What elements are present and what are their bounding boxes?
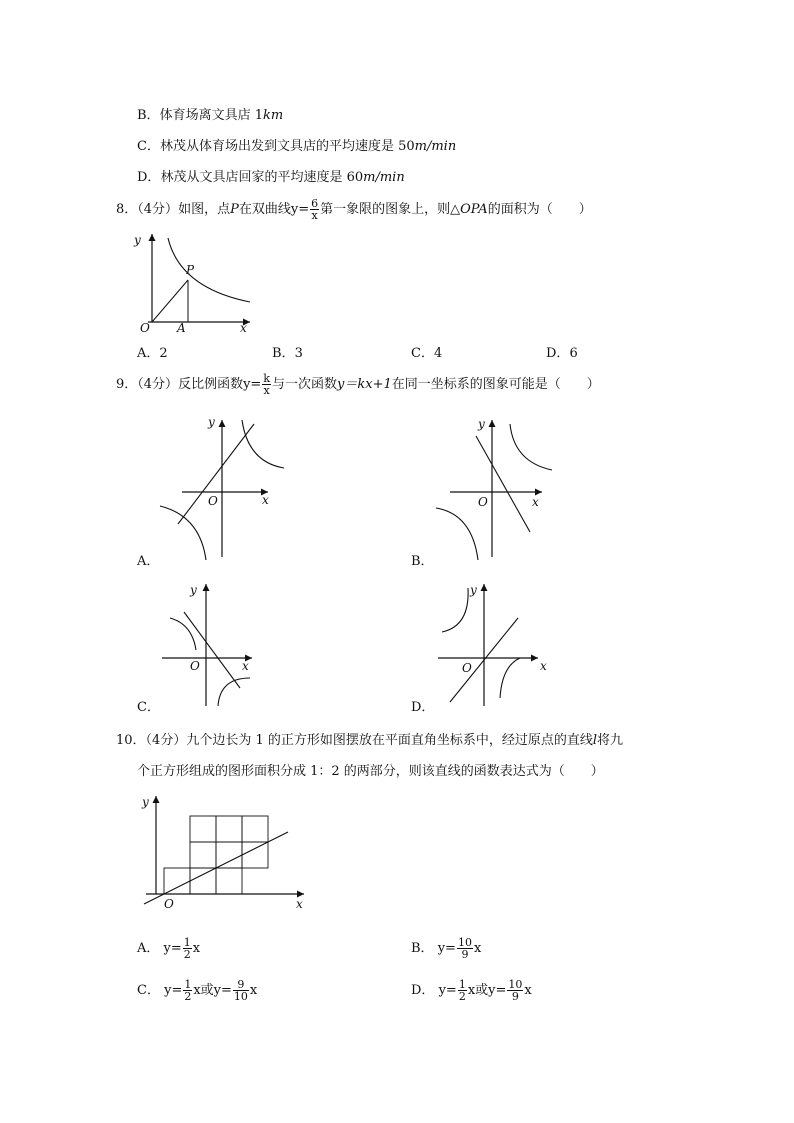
q8-option-a: A．2	[137, 346, 168, 361]
svg-text:O: O	[208, 494, 218, 508]
svg-text:x: x	[532, 495, 539, 509]
svg-text:y: y	[208, 415, 215, 429]
q8-option-c: C．4	[411, 346, 443, 361]
q8-label-p: P	[186, 263, 195, 277]
q10-option-b: B． y= $\frac{10}{9}$ x	[411, 936, 482, 961]
q8-segment-op	[152, 280, 188, 322]
q7-option-c: C．林茂从体育场出发到文具店的平均速度是 50m/min	[137, 139, 457, 154]
q8-label-a: A	[177, 321, 186, 335]
q9-graph-a	[150, 412, 290, 562]
q8-figure	[128, 228, 258, 336]
svg-text:O: O	[478, 495, 488, 509]
q9-option-d: D．	[411, 700, 435, 715]
q8-option-b: B．3	[272, 346, 303, 361]
svg-text:O: O	[462, 661, 472, 675]
svg-text:y: y	[142, 795, 149, 809]
svg-text:O: O	[190, 659, 200, 673]
q10-option-c: C． y= $\frac{1}{2}$ x或y= $\frac{9}{10}$ x	[137, 978, 258, 1003]
q9-graph-d	[434, 578, 554, 708]
q10-figure	[140, 790, 310, 915]
q8-label-o: O	[140, 321, 150, 335]
q9-option-a: A．	[137, 554, 160, 569]
q10-stem-line1: 10．（4分）九个边长为 1 的正方形如图摆放在平面直角坐标系中，经过原点的直线l将九	[116, 733, 624, 748]
q8-hyperbola	[168, 238, 250, 302]
q9-option-c: C．	[137, 700, 160, 715]
svg-text:x: x	[540, 659, 547, 673]
q9-fraction: $\frac{k}{x}$	[263, 372, 270, 397]
q10-stem-line2: 个正方形组成的图形面积分成 1：2 的两部分，则该直线的函数表达式为（ ）	[137, 764, 604, 779]
svg-text:x: x	[296, 897, 303, 911]
svg-text:y: y	[478, 417, 485, 431]
q10-option-a: A． y= $\frac{1}{2}$ x	[137, 936, 201, 961]
q10-squares	[164, 816, 268, 894]
svg-text:y: y	[190, 583, 197, 597]
q8-stem: 8．（4分）如图，点P在双曲线y= $\frac{6}{x}$ 第一象限的图象上，则△OPA的面积为（ ）	[116, 197, 592, 222]
q9-stem: 9．（4分）反比例函数y= $\frac{k}{x}$ 与一次函数y＝kx+1在同一坐标系的图象可能是（ ）	[116, 372, 600, 397]
q8-option-d: D．6	[546, 346, 578, 361]
q9-graph-b	[430, 412, 570, 562]
svg-text:x: x	[242, 659, 249, 673]
q10-option-d: D． y= $\frac{1}{2}$ x或y= $\frac{10}{9}$ x	[411, 978, 532, 1003]
q8-label-y: y	[134, 233, 141, 247]
svg-text:y: y	[470, 583, 477, 597]
q9-graph-c	[156, 578, 266, 708]
q9-option-b: B．	[411, 554, 434, 569]
q8-fraction: $\frac{6}{x}$	[311, 197, 319, 222]
q8-label-x: x	[240, 321, 247, 335]
q7-option-d: D．林茂从文具店回家的平均速度是 60m/min	[137, 170, 405, 185]
svg-text:x: x	[262, 493, 269, 507]
svg-text:O: O	[164, 897, 174, 911]
q7-option-b: B．体育场离文具店 1km	[137, 108, 284, 123]
